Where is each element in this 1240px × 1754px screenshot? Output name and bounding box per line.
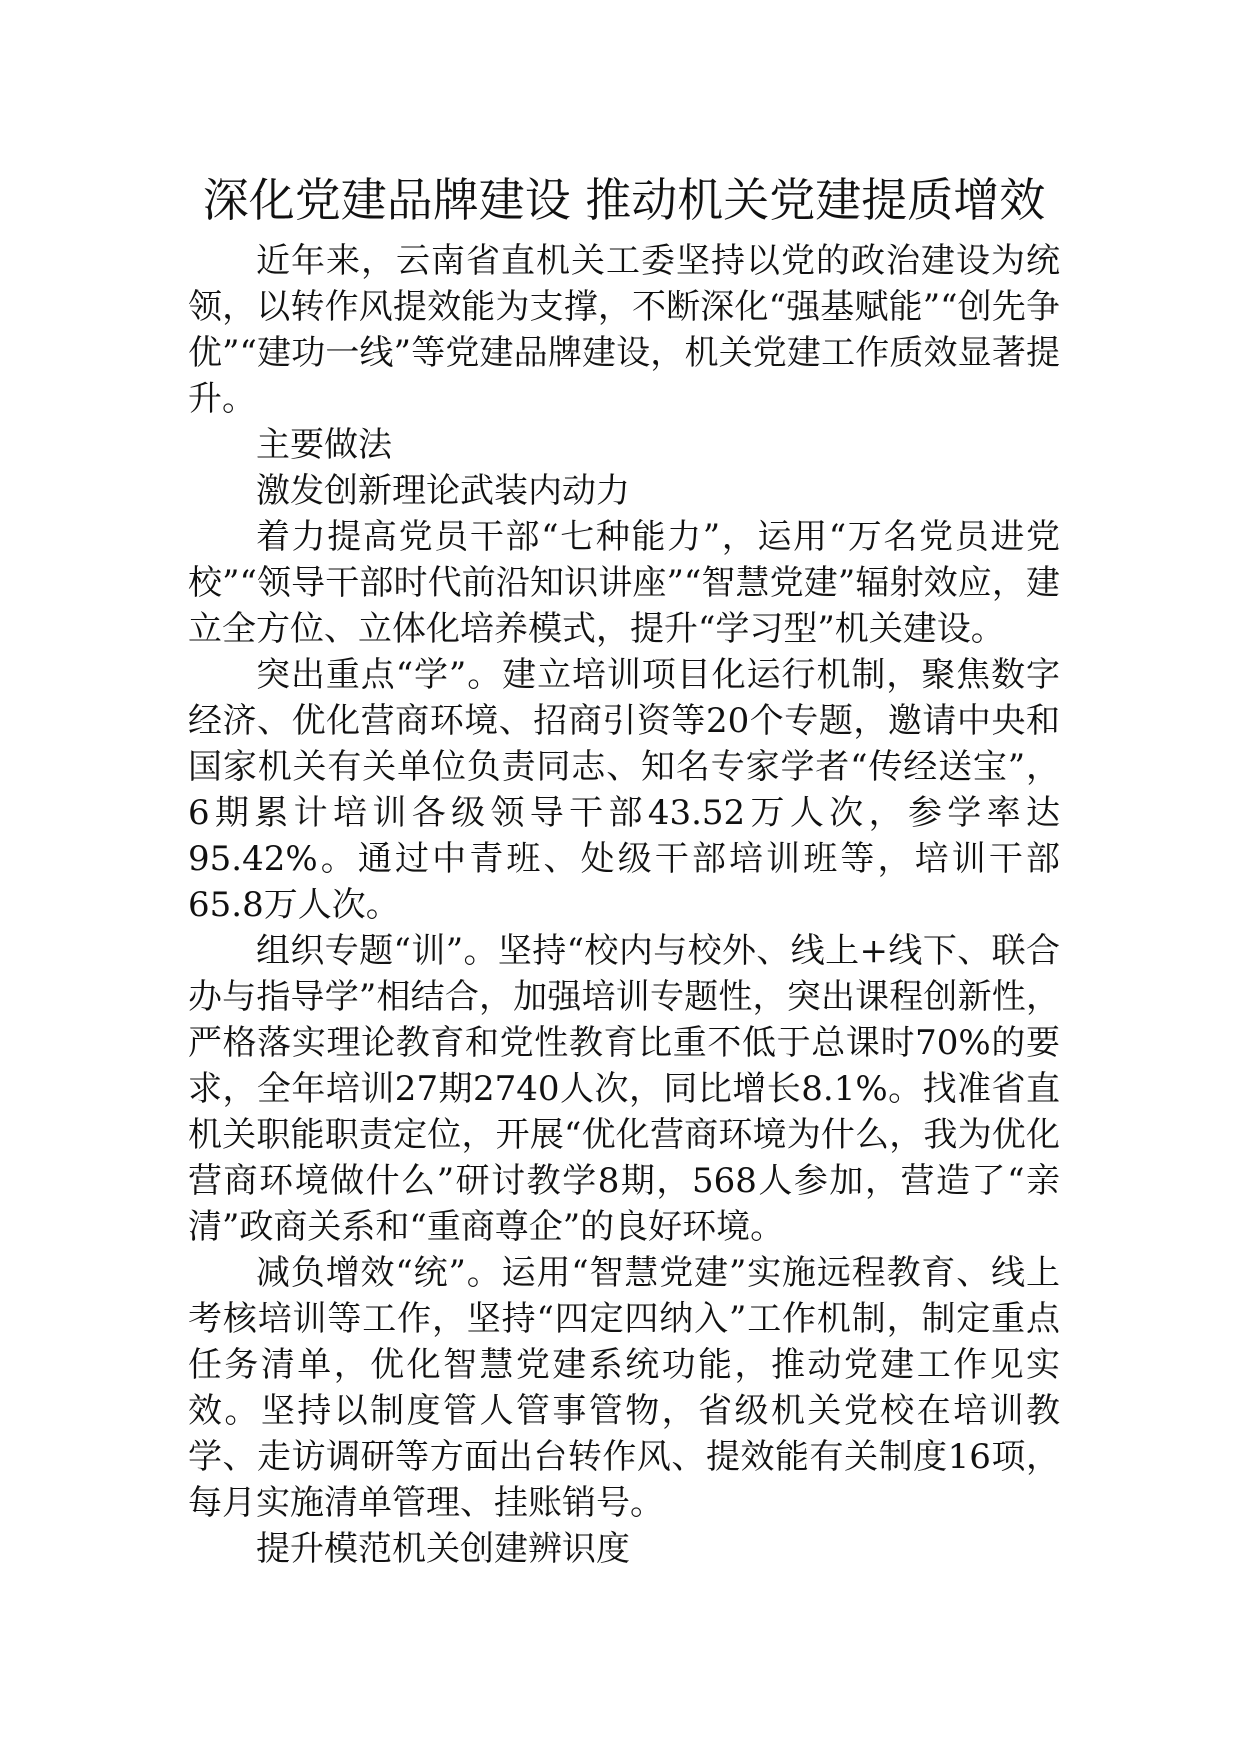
subsection-heading-theory: 激发创新理论武装内动力 bbox=[256, 471, 630, 511]
paragraph-training: 组织专题“训”。坚持“校内与校外、线上+线下、联合办与指导学”相结合，加强培训专题性，突出课程创新性，严格落实理论教育和党性教育比重不低于总课时70%的要求，全年培训27期2740人次，同比增长8.1%。找准省直机关职能职责定位，开展“优化营商环境为什么，我为优化营商环境做什么”研讨教学8期，568人参加，营造了“亲清”政商关系和“重商尊企”的良好环境。 bbox=[188, 931, 1060, 1247]
paragraph-intro: 近年来，云南省直机关工委坚持以党的政治建设为统领，以转作风提效能为支撑，不断深化“强基赋能”“创先争优”“建功一线”等党建品牌建设，机关党建工作质效显著提升。 bbox=[188, 241, 1060, 419]
document-body bbox=[188, 238, 1060, 1572]
paragraph-seven-abilities: 着力提高党员干部“七种能力”，运用“万名党员进党校”“领导干部时代前沿知识讲座”“智慧党建”辐射效应，建立全方位、立体化培养模式，提升“学习型”机关建设。 bbox=[188, 517, 1060, 649]
section-heading-main-practices: 主要做法 bbox=[256, 425, 392, 465]
paragraph-efficiency: 减负增效“统”。运用“智慧党建”实施远程教育、线上考核培训等工作，坚持“四定四纳入”工作机制，制定重点任务清单，优化智慧党建系统功能，推动党建工作见实效。坚持以制度管人管事管物，省级机关党校在培训教学、走访调研等方面出台转作风、提效能有关制度16项，每月实施清单管理、挂账销号。 bbox=[188, 1253, 1060, 1523]
document-title: 深化党建品牌建设 推动机关党建提质增效 bbox=[202, 173, 1046, 227]
paragraph-study: 突出重点“学”。建立培训项目化运行机制，聚焦数字经济、优化营商环境、招商引资等20个专题，邀请中央和国家机关有关单位负责同志、知名专家学者“传经送宝”，6期累计培训各级领导干部43.52万人次，参学率达95.42%。通过中青班、处级干部培训班等，培训干部65.8万人次。 bbox=[188, 655, 1060, 925]
subsection-heading-model-organ: 提升模范机关创建辨识度 bbox=[256, 1529, 630, 1569]
document-page bbox=[188, 168, 1060, 1572]
